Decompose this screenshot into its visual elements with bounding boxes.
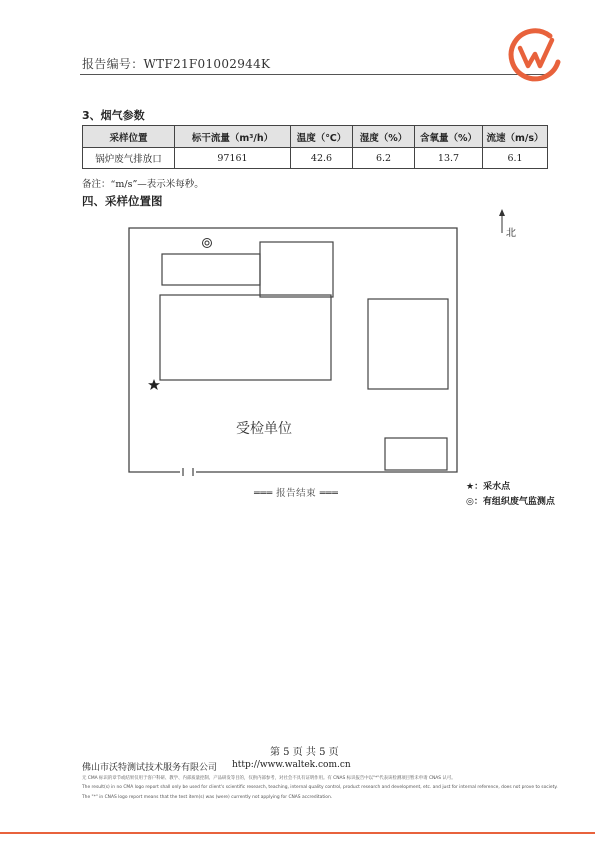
- north-arrow-icon: [499, 209, 505, 233]
- col-flow: 标干流量（m³/h）: [175, 126, 291, 148]
- col-humidity: 湿度（%）: [353, 126, 415, 148]
- section-4-title: 四、采样位置图: [82, 194, 163, 208]
- building: [162, 254, 260, 285]
- company-website: http://www.waltek.com.cn: [232, 760, 351, 770]
- legend-gas-point: ◎：有组织废气监测点: [466, 497, 555, 507]
- water-sampling-point-icon: [148, 379, 160, 390]
- table-note: 备注：“m/s”—表示米每秒。: [82, 179, 204, 190]
- col-oxygen: 含氧量（%）: [415, 126, 483, 148]
- gas-monitoring-point-icon: [203, 239, 212, 248]
- page-indicator: 第 5 页 共 5 页: [270, 747, 339, 758]
- building: [160, 295, 331, 380]
- building: [368, 299, 448, 389]
- section-3-title: 3、烟气参数: [82, 109, 145, 122]
- col-sampling-position: 采样位置: [83, 126, 175, 148]
- report-number: 报告编号：WTF21F01002944K: [82, 57, 271, 71]
- footer-disclaimer-cnas: The "*" in CNAS logo report means that the test item(s) was (were) currently not applying for CNAS accreditation.: [82, 795, 333, 800]
- footer-disclaimer-en: The result(s) in no CMA logo report shall only be used for client's scientific research, teaching, internal quality control, product research and development, etc. and just for internal reference, does not prove to society.: [82, 785, 558, 790]
- building: [385, 438, 447, 470]
- col-temperature: 温度（℃）: [291, 126, 353, 148]
- footer-disclaimer-cn: 无 CMA 标识的章节或结果仅用于客户科研、教学、内部质量控制、产品研发等目的，仅供内部参考，对社会不具有证明作用。有 CNAS 标识报告中以"*"代表该检测项目暂未申请 CNAS 认可。: [82, 776, 456, 781]
- north-label: 北: [506, 228, 516, 239]
- cell-humidity: 6.2: [353, 148, 415, 169]
- cell-position: 锅炉废气排放口: [83, 148, 175, 169]
- cell-oxygen: 13.7: [415, 148, 483, 169]
- legend-water-point: ★：采水点: [466, 482, 511, 492]
- building: [260, 242, 333, 297]
- report-end-marker: ═══ 报告结束 ═══: [254, 488, 339, 499]
- bottom-rule: [0, 832, 595, 834]
- inspected-unit-label: 受检单位: [236, 421, 292, 437]
- site-boundary: [129, 228, 457, 472]
- col-velocity: 流速（m/s）: [483, 126, 548, 148]
- cell-temperature: 42.6: [291, 148, 353, 169]
- cell-flow: 97161: [175, 148, 291, 169]
- cell-velocity: 6.1: [483, 148, 548, 169]
- company-name: 佛山市沃特测试技术服务有限公司: [82, 763, 218, 773]
